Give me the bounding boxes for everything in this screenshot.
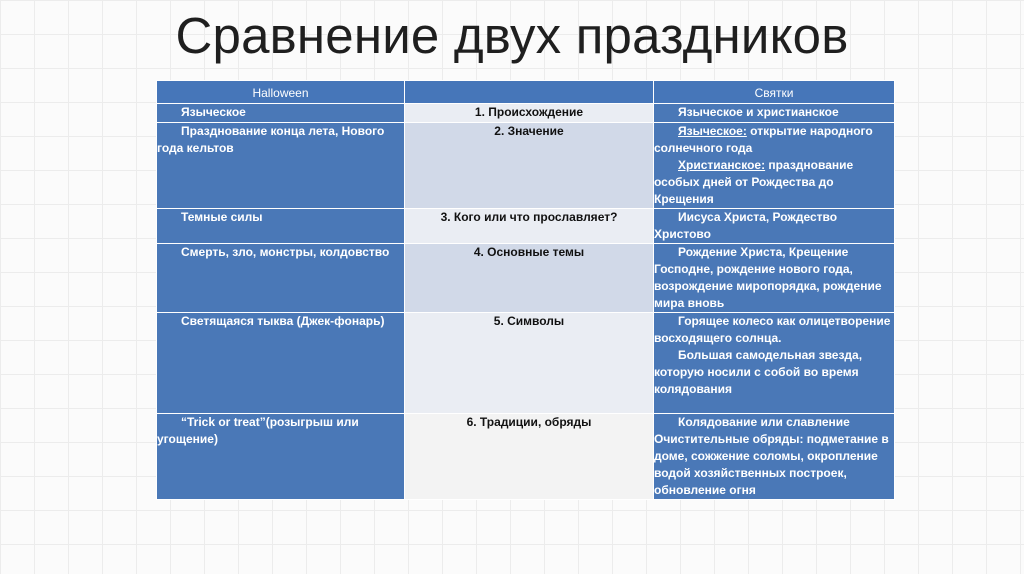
halloween-cell-text: Смерть, зло, монстры, колдовство xyxy=(181,245,390,259)
halloween-cell xyxy=(157,209,405,244)
svyatki-cell-text: Колядование или славление Очистительные обряды: подметание в доме, сожжение соломы, окропление водой хозяйственных построек, обновление огня xyxy=(654,415,889,497)
table-row xyxy=(157,209,895,244)
header-halloween: Halloween xyxy=(157,81,405,104)
criteria-cell: 2. Значение xyxy=(405,123,654,209)
table-row xyxy=(157,104,895,123)
table-row xyxy=(157,244,895,313)
table-header-row xyxy=(157,81,895,104)
halloween-cell-text: “Trick or treat”(розыгрыш или угощение) xyxy=(157,415,359,446)
svyatki-paragraph: Горящее колесо как олицетворение восходящего солнца. xyxy=(654,314,891,345)
criteria-cell: 4. Основные темы xyxy=(405,244,654,313)
svyatki-paragraph: Большая самодельная звезда, которую носили с собой во время колядования xyxy=(654,348,863,396)
comparison-table xyxy=(156,80,895,500)
svyatki-paragraph xyxy=(654,157,894,208)
halloween-cell-text: Темные силы xyxy=(181,210,263,224)
header-criteria xyxy=(405,81,654,104)
criteria-cell: 3. Кого или что прославляет? xyxy=(405,209,654,244)
table-row xyxy=(157,313,895,414)
svyatki-text-pagan: открытие народного солнечного года xyxy=(654,124,873,155)
svyatki-cell xyxy=(654,104,895,123)
table-row xyxy=(157,414,895,500)
svyatki-label-christian: Христианское: xyxy=(678,158,766,172)
halloween-cell-text: Светящаяся тыква (Джек-фонарь) xyxy=(181,314,385,328)
svyatki-paragraph xyxy=(654,123,894,157)
halloween-cell xyxy=(157,244,405,313)
svyatki-cell xyxy=(654,414,895,500)
halloween-cell xyxy=(157,123,405,209)
svyatki-text-christian: празднование особых дней от Рождества до Крещения xyxy=(654,158,854,206)
halloween-cell xyxy=(157,313,405,414)
halloween-cell-text: Языческое xyxy=(181,105,246,119)
svyatki-cell-text: Иисуса Христа, Рождество Христово xyxy=(654,210,838,241)
header-svyatki: Святки xyxy=(654,81,895,104)
svyatki-cell-text: Рождение Христа, Крещение Господне, рождение нового года, возрождение миропорядка, рождение мира вновь xyxy=(654,245,882,310)
table-row xyxy=(157,123,895,209)
halloween-cell xyxy=(157,104,405,123)
halloween-cell xyxy=(157,414,405,500)
criteria-cell: 6. Традиции, обряды xyxy=(405,414,654,500)
slide-title: Сравнение двух праздников xyxy=(175,7,849,64)
criteria-cell: 5. Символы xyxy=(405,313,654,414)
halloween-cell-text: Празднование конца лета, Нового года кельтов xyxy=(157,124,385,155)
svyatki-cell xyxy=(654,123,895,209)
svyatki-cell xyxy=(654,244,895,313)
svyatki-cell-text: Языческое и христианское xyxy=(678,105,839,119)
svyatki-cell xyxy=(654,209,895,244)
svyatki-cell xyxy=(654,313,895,414)
svyatki-label-pagan: Языческое: xyxy=(678,124,747,138)
criteria-cell: 1. Происхождение xyxy=(405,104,654,123)
